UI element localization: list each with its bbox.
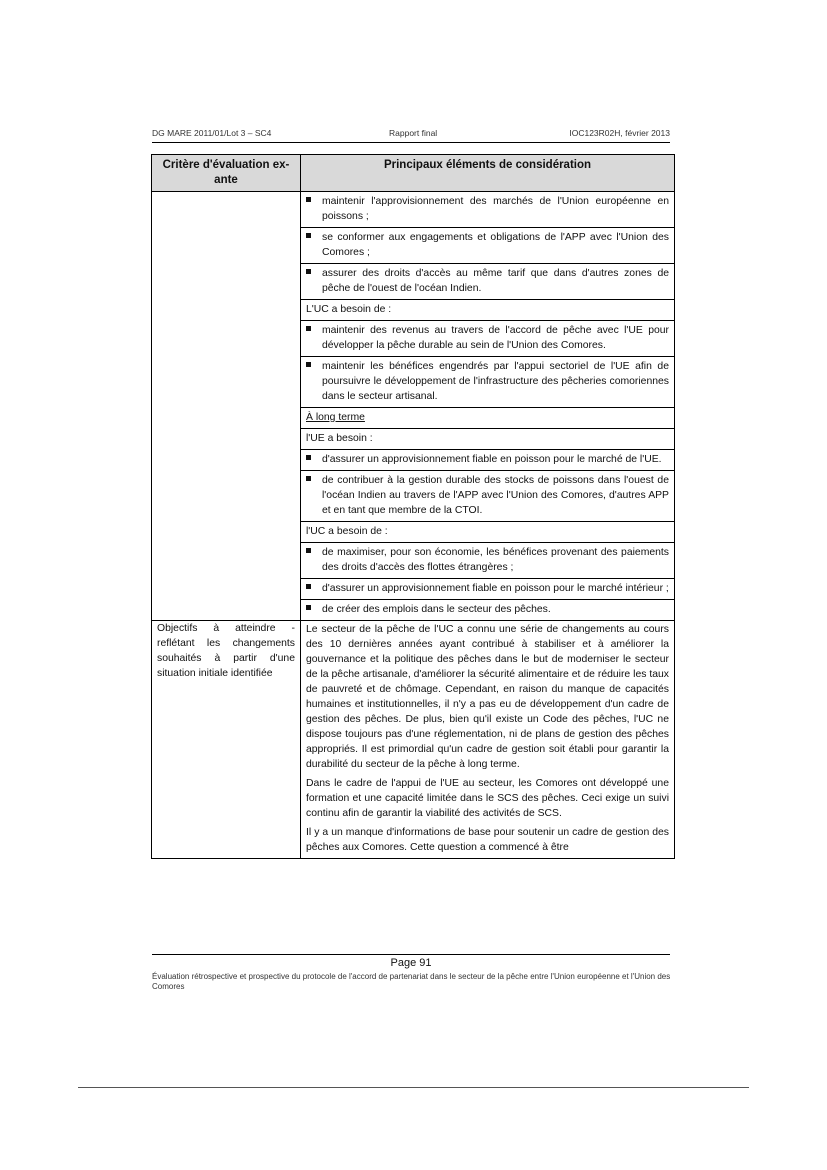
header-reference: DG MARE 2011/01/Lot 3 – SC4	[152, 128, 272, 138]
paragraph: Le secteur de la pêche de l'UC a connu une série de changements au cours des 10 dernières années ayant contribué à stabiliser et à améliorer la gouvernance et la politique des pêches dans le but de moderniser le secteur de la pêche artisanale, d'améliorer la sécurité alimentaire et de réduire les taux de pauvreté et de chômage. Cependant, en raison du manque de capacités humaines et institutionnelles, il n'y a pas eu de développement d'un cadre de gestion des pêches. De plus, bien qu'il existe un Code des pêches, l'UC ne dispose toujours pas d'une réglementation, ni de plans de gestion des pêches appropriés. Il est primordial qu'un cadre de gestion soit établi pour garantir la durabilité du secteur de la pêche à long terme.	[306, 624, 669, 770]
page-bottom-divider	[78, 1087, 749, 1088]
section-label: l'UC a besoin de :	[301, 522, 674, 543]
table-row	[152, 621, 675, 859]
criterion-cell-empty	[152, 192, 301, 621]
list-item: d'assurer un approvisionnement fiable en poisson pour le marché de l'UE.	[301, 450, 674, 471]
long-term-heading	[301, 408, 674, 429]
criterion-cell: Objectifs à atteindre - reflétant les changements souhaités à partir d'une situation initiale identifiée	[152, 621, 301, 859]
page-number: Page 91	[390, 957, 432, 969]
evaluation-table	[151, 154, 675, 859]
considerations-cell	[301, 192, 675, 621]
section-label: L'UC a besoin de :	[301, 300, 674, 321]
paragraph: Dans le cadre de l'appui de l'UE au secteur, les Comores ont développé une formation et une capacité limitée dans le SCS des pêches. Ceci exige un suivi continu afin de garantir la viabilité des activités de SCS.	[306, 778, 669, 819]
table-row	[152, 192, 675, 621]
table-header-row	[152, 155, 675, 192]
footer-divider	[152, 954, 670, 955]
long-term-text: À long terme	[306, 412, 365, 423]
header-title: Rapport final	[389, 128, 438, 138]
list-item: de contribuer à la gestion durable des stocks de poissons dans l'ouest de l'océan Indien au travers de l'APP avec l'Union des Comores, d'autres APP et en tant que membre de la CTOI.	[301, 471, 674, 522]
footer-note: Évaluation rétrospective et prospective du protocole de l'accord de partenariat dans le secteur de la pêche entre l'Union européenne et l'Union des Comores	[152, 972, 671, 991]
list-item: de créer des emplois dans le secteur des pêches.	[301, 600, 674, 620]
list-item: maintenir l'approvisionnement des marchés de l'Union européenne en poissons ;	[301, 192, 674, 228]
list-item: assurer des droits d'accès au même tarif que dans d'autres zones de pêche de l'ouest de l'océan Indien.	[301, 264, 674, 300]
col1-header: Critère d'évaluation ex-ante	[152, 155, 301, 192]
list-item: de maximiser, pour son économie, les bénéfices provenant des paiements des droits d'accès des flottes étrangères ;	[301, 543, 674, 579]
list-item: se conformer aux engagements et obligations de l'APP avec l'Union des Comores ;	[301, 228, 674, 264]
header-code-date: IOC123R02H, février 2013	[569, 128, 670, 138]
page-header	[152, 128, 670, 143]
list-item: maintenir les bénéfices engendrés par l'appui sectoriel de l'UE afin de poursuivre le développement de l'infrastructure des pêcheries comoriennes dans le secteur artisanal.	[301, 357, 674, 408]
list-item: d'assurer un approvisionnement fiable en poisson pour le marché intérieur ;	[301, 579, 674, 600]
paragraph: Il y a un manque d'informations de base pour soutenir un cadre de gestion des pêches aux Comores. Cette question a commencé à être	[306, 827, 669, 853]
considerations-cell	[301, 621, 675, 859]
list-item: maintenir des revenus au travers de l'accord de pêche avec l'UE pour développer la pêche durable au sein de l'Union des Comores.	[301, 321, 674, 357]
col2-header: Principaux éléments de considération	[301, 155, 675, 192]
section-label: l'UE a besoin :	[301, 429, 674, 450]
